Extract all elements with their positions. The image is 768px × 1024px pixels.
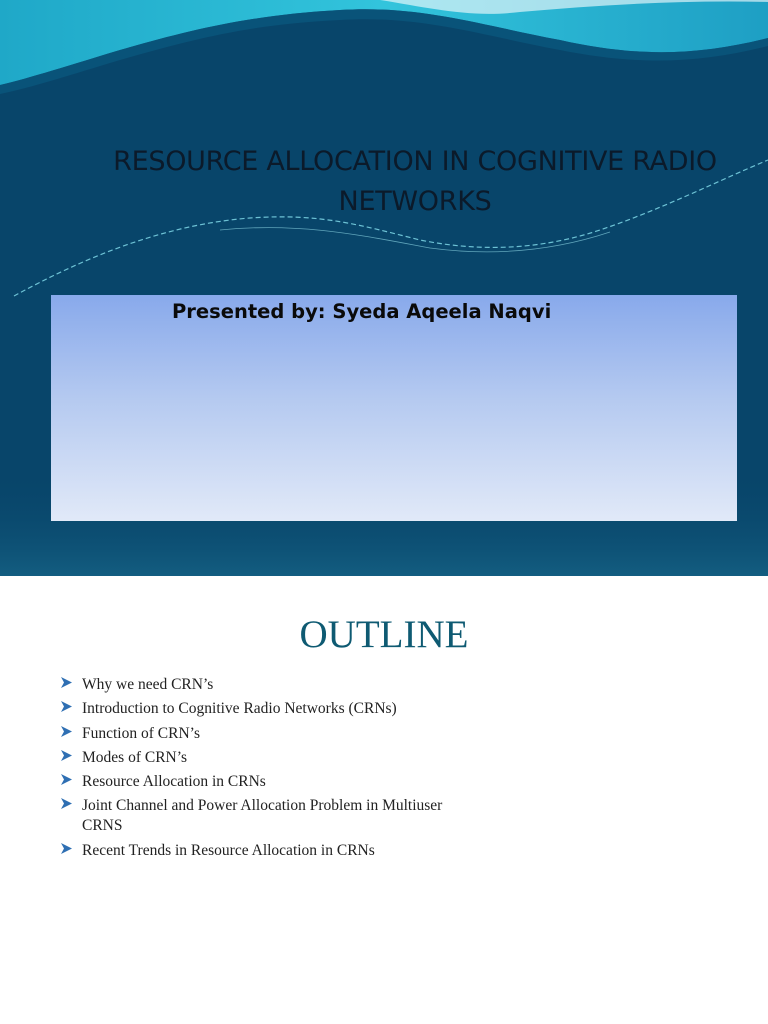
- arrow-bullet-icon: [60, 842, 73, 855]
- presenter-box: [51, 295, 737, 521]
- list-item-label: Modes of CRN’s: [82, 748, 188, 766]
- arrow-bullet-icon: [60, 700, 73, 713]
- list-item: [60, 841, 480, 861]
- arrow-bullet-icon: [60, 749, 73, 762]
- outline-title: OUTLINE: [299, 613, 469, 656]
- list-item-label: Function of CRN’s: [82, 724, 200, 742]
- list-item: [60, 748, 480, 768]
- list-item: [60, 675, 480, 695]
- list-item-label: Why we need CRN’s: [82, 676, 214, 693]
- outline-list: [60, 675, 480, 865]
- list-item-label: Recent Trends in Resource Allocation in CRNs: [82, 841, 375, 859]
- outline-slide: [0, 576, 768, 1024]
- arrow-bullet-icon: [60, 773, 73, 786]
- list-item-label: Resource Allocation in CRNs: [82, 773, 266, 791]
- presenter-name: Presented by: Syeda Aqeela Naqvi: [172, 300, 552, 323]
- arrow-bullet-icon: [60, 676, 73, 689]
- list-item: [60, 796, 480, 836]
- list-item: [60, 772, 480, 792]
- arrow-bullet-icon: [60, 725, 73, 738]
- list-item: [60, 724, 480, 744]
- list-item-label: Joint Channel and Power Allocation Problem in Multiuser CRNS: [82, 797, 443, 835]
- slide-title: RESOURCE ALLOCATION IN COGNITIVE RADIO NETWORKS: [113, 146, 717, 217]
- list-item: [60, 699, 480, 719]
- arrow-bullet-icon: [60, 797, 73, 810]
- list-item-label: Introduction to Cognitive Radio Networks (CRNs): [82, 700, 397, 718]
